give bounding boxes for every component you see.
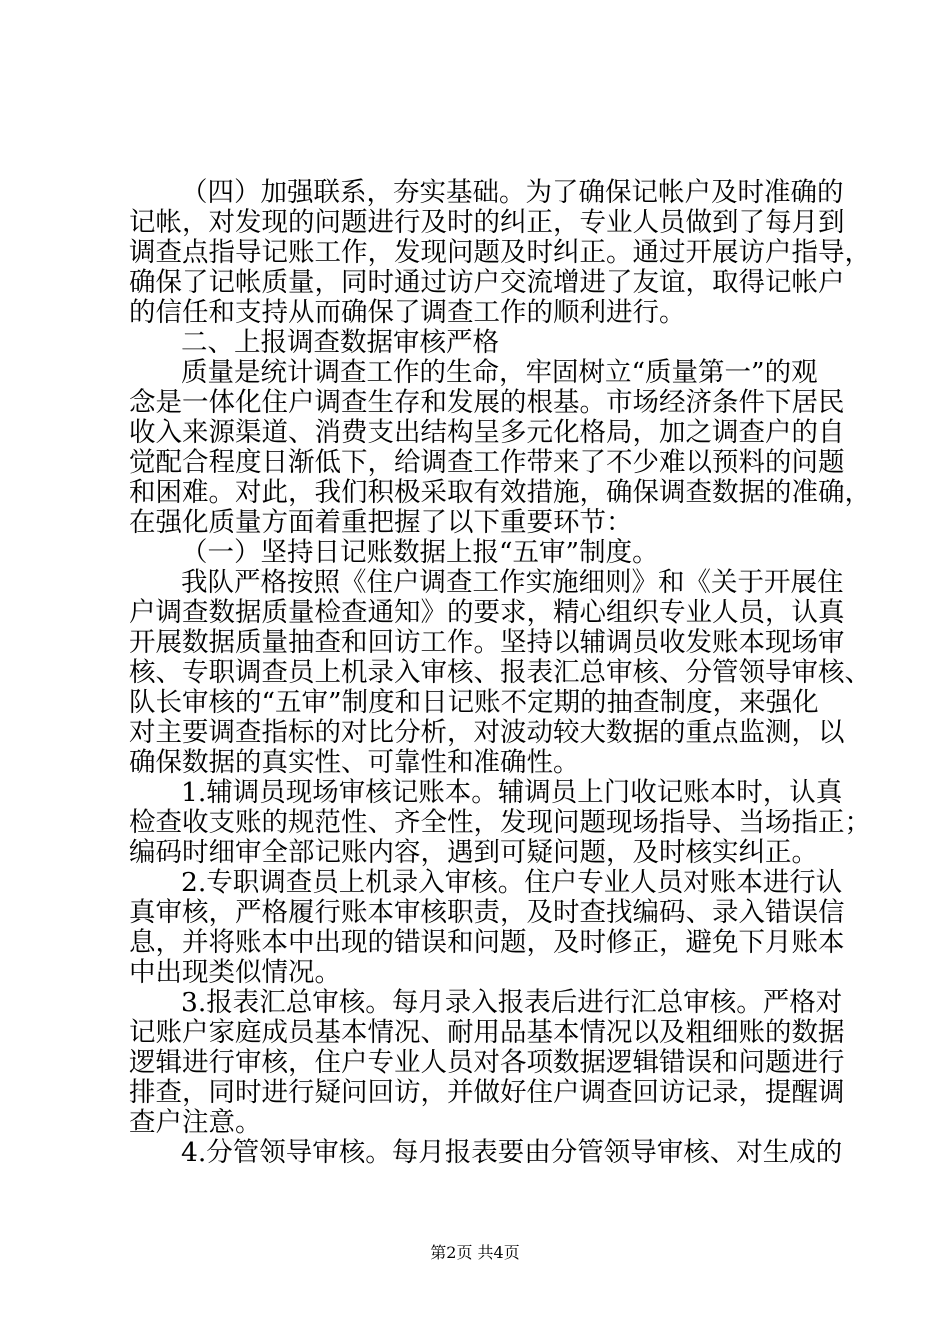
text-line: 核、专职调查员上机录入审核、报表汇总审核、分管领导审核、 (129, 657, 871, 688)
text-line: 中出现类似情况。 (129, 957, 341, 988)
text-line: 质量是统计调查工作的生命，牢固树立“质量第一”的观 (181, 357, 818, 388)
list-item: 2.专职调查员上机录入审核。住户专业人员对账本进行认 (181, 867, 843, 898)
text-line: 编码时细审全部记账内容，遇到可疑问题，及时核实纠正。 (129, 837, 818, 868)
text-line: 排查，同时进行疑问回访，并做好住户调查回访记录，提醒调 (129, 1077, 845, 1108)
text-line: 觉配合程度日渐低下，给调查工作带来了不少难以预料的问题 (129, 447, 845, 478)
text-line: 记帐，对发现的问题进行及时的纠正，专业人员做到了每月到 (129, 207, 845, 238)
text-line: 在强化质量方面着重把握了以下重要环节： (129, 507, 633, 538)
text-line: 念是一体化住户调查生存和发展的根基。市场经济条件下居民 (129, 387, 845, 418)
text-line: 确保了记帐质量，同时通过访户交流增进了友谊，取得记帐户 (129, 267, 845, 298)
text-line: 逻辑进行审核，住户专业人员对各项数据逻辑错误和问题进行 (129, 1047, 845, 1078)
subsection-heading: （一）坚持日记账数据上报“五审”制度。 (181, 537, 659, 568)
list-item: 3.报表汇总审核。每月录入报表后进行汇总审核。严格对 (181, 987, 843, 1018)
text-line: 记账户家庭成员基本情况、耐用品基本情况以及粗细账的数据 (129, 1017, 845, 1048)
text-line: 收入来源渠道、消费支出结构呈多元化格局，加之调查户的自 (129, 417, 845, 448)
text-line: 确保数据的真实性、可靠性和准确性。 (129, 747, 580, 778)
text-line: 队长审核的“五审”制度和日记账不定期的抽查制度，来强化 (129, 687, 819, 718)
text-line: 和困难。对此，我们积极采取有效措施，确保调查数据的准确， (129, 477, 871, 508)
text-line: 调查点指导记账工作，发现问题及时纠正。通过开展访户指导， (129, 237, 871, 268)
text-line: 息，并将账本中出现的错误和问题，及时修正，避免下月账本 (129, 927, 845, 958)
text-line: 开展数据质量抽查和回访工作。坚持以辅调员收发账本现场审 (129, 627, 845, 658)
list-item: 4.分管领导审核。每月报表要由分管领导审核、对生成的 (181, 1137, 843, 1168)
text-line: 对主要调查指标的对比分析，对波动较大数据的重点监测，以 (129, 717, 845, 748)
text-line: 查户注意。 (129, 1107, 262, 1138)
section-heading: 二、上报调查数据审核严格 (181, 327, 499, 358)
text-line: 户调查数据质量检查通知》的要求，精心组织专业人员，认真 (129, 597, 845, 628)
text-line: 真审核，严格履行账本审核职责，及时查找编码、录入错误信 (129, 897, 845, 928)
text-line: 检查收支账的规范性、齐全性，发现问题现场指导、当场指正； (129, 807, 871, 838)
text-line: 我队严格按照《住户调查工作实施细则》和《关于开展住 (181, 567, 844, 598)
text-line: （四）加强联系，夯实基础。为了确保记帐户及时准确的 (181, 177, 844, 208)
list-item: 1.辅调员现场审核记账本。辅调员上门收记账本时，认真 (181, 777, 843, 808)
text-line: 的信任和支持从而确保了调查工作的顺利进行。 (129, 297, 686, 328)
page-footer: 第2页 共4页 (430, 1243, 520, 1262)
